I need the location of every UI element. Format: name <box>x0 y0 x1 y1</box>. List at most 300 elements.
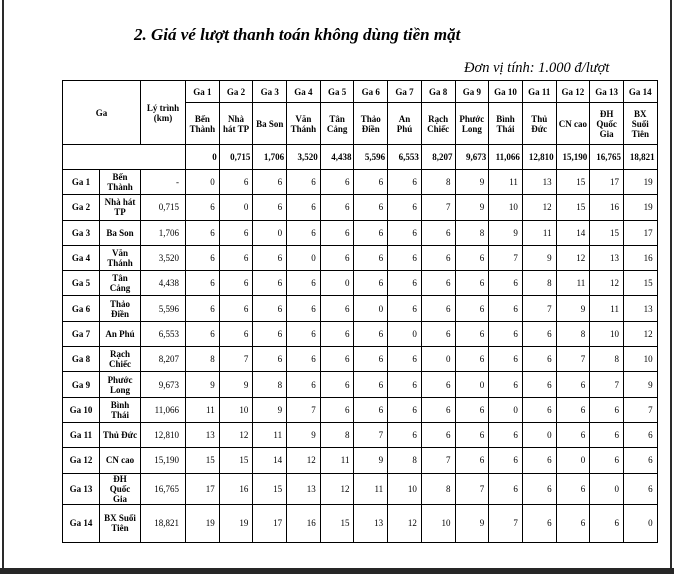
fare-cell: 17 <box>590 170 624 195</box>
fare-cell: 9 <box>455 195 489 220</box>
row-distance: 0,715 <box>141 195 186 220</box>
fare-cell: 0 <box>287 245 321 270</box>
fare-cell: 15 <box>219 448 253 473</box>
fare-cell: 10 <box>421 504 455 542</box>
row-station-name: CN cao <box>100 448 141 473</box>
column-code: Ga 9 <box>455 81 489 103</box>
fare-cell: 6 <box>320 372 354 397</box>
row-distance: 1,706 <box>141 220 186 245</box>
fare-cell: 6 <box>253 245 287 270</box>
column-code: Ga 14 <box>623 81 657 103</box>
fare-cell: 9 <box>556 296 590 321</box>
fare-cell: 0 <box>219 195 253 220</box>
row-code: Ga 11 <box>63 422 100 447</box>
fare-cell: 6 <box>320 245 354 270</box>
fare-cell: 6 <box>186 245 220 270</box>
fare-cell: 6 <box>388 296 422 321</box>
fare-cell: 12 <box>320 473 354 504</box>
fare-cell: 6 <box>590 422 624 447</box>
fare-cell: 0 <box>421 347 455 372</box>
corner-label: Ga <box>63 81 141 145</box>
fare-cell: 6 <box>388 347 422 372</box>
fare-cell: 7 <box>489 504 523 542</box>
column-code: Ga 1 <box>186 81 220 103</box>
column-station-name: An Phú <box>388 103 422 145</box>
fare-cell: 6 <box>556 397 590 422</box>
column-code: Ga 4 <box>287 81 321 103</box>
row-distance: - <box>141 170 186 195</box>
fare-cell: 6 <box>320 321 354 346</box>
fare-cell: 6 <box>421 271 455 296</box>
fare-cell: 6 <box>556 422 590 447</box>
fare-cell: 7 <box>623 397 657 422</box>
fare-cell: 15 <box>253 473 287 504</box>
fare-cell: 8 <box>455 220 489 245</box>
fare-cell: 6 <box>455 321 489 346</box>
fare-cell: 6 <box>354 195 388 220</box>
column-station-name: Thủ Đức <box>522 103 556 145</box>
column-distance: 1,706 <box>253 145 287 170</box>
fare-cell: 6 <box>287 195 321 220</box>
row-code: Ga 6 <box>63 296 100 321</box>
fare-cell: 9 <box>623 372 657 397</box>
fare-cell: 6 <box>421 321 455 346</box>
column-distance: 4,438 <box>320 145 354 170</box>
fare-cell: 10 <box>590 321 624 346</box>
fare-cell: 9 <box>455 504 489 542</box>
fare-cell: 8 <box>556 321 590 346</box>
fare-cell: 6 <box>354 397 388 422</box>
fare-cell: 6 <box>489 372 523 397</box>
fare-cell: 6 <box>421 245 455 270</box>
fare-cell: 7 <box>287 397 321 422</box>
fare-cell: 13 <box>186 422 220 447</box>
fare-cell: 6 <box>320 220 354 245</box>
row-station-name: Phước Long <box>100 372 141 397</box>
fare-cell: 6 <box>590 448 624 473</box>
fare-cell: 6 <box>320 195 354 220</box>
fare-cell: 16 <box>623 245 657 270</box>
row-code: Ga 1 <box>63 170 100 195</box>
fare-cell: 6 <box>455 296 489 321</box>
column-distance: 18,821 <box>623 145 657 170</box>
row-station-name: Nhà hát TP <box>100 195 141 220</box>
left-edge <box>2 0 4 574</box>
column-code: Ga 11 <box>522 81 556 103</box>
fare-cell: 8 <box>253 372 287 397</box>
row-code: Ga 13 <box>63 473 100 504</box>
column-distance: 5,596 <box>354 145 388 170</box>
fare-cell: 13 <box>623 296 657 321</box>
fare-cell: 14 <box>253 448 287 473</box>
row-station-name: ĐH Quốc Gia <box>100 473 141 504</box>
right-edge <box>670 0 672 574</box>
fare-cell: 12 <box>388 504 422 542</box>
fare-cell: 19 <box>623 170 657 195</box>
fare-cell: 6 <box>388 245 422 270</box>
fare-cell: 7 <box>219 347 253 372</box>
fare-cell: 6 <box>354 170 388 195</box>
fare-cell: 6 <box>455 448 489 473</box>
fare-cell: 17 <box>253 504 287 542</box>
table-row <box>63 321 658 346</box>
row-station-name: Ba Son <box>100 220 141 245</box>
fare-cell: 14 <box>556 220 590 245</box>
fare-cell: 15 <box>623 271 657 296</box>
fare-cell: 9 <box>522 245 556 270</box>
fare-cell: 6 <box>219 170 253 195</box>
fare-cell: 6 <box>219 271 253 296</box>
fare-table <box>62 80 658 543</box>
fare-cell: 12 <box>287 448 321 473</box>
column-distance: 3,520 <box>287 145 321 170</box>
column-station-name: Nhà hát TP <box>219 103 253 145</box>
fare-cell: 6 <box>354 321 388 346</box>
fare-cell: 6 <box>522 321 556 346</box>
fare-cell: 6 <box>388 195 422 220</box>
row-station-name: Thủ Đức <box>100 422 141 447</box>
row-station-name: Tân Cảng <box>100 271 141 296</box>
fare-cell: 6 <box>455 245 489 270</box>
fare-cell: 6 <box>388 422 422 447</box>
fare-cell: 6 <box>623 473 657 504</box>
fare-cell: 0 <box>455 372 489 397</box>
column-distance: 6,553 <box>388 145 422 170</box>
row-code: Ga 3 <box>63 220 100 245</box>
fare-cell: 6 <box>388 220 422 245</box>
distance-row <box>63 145 658 170</box>
fare-cell: 0 <box>489 397 523 422</box>
table-row <box>63 220 658 245</box>
fare-cell: 6 <box>455 397 489 422</box>
fare-cell: 11 <box>354 473 388 504</box>
fare-cell: 9 <box>186 372 220 397</box>
fare-cell: 11 <box>186 397 220 422</box>
fare-cell: 11 <box>590 296 624 321</box>
fare-cell: 6 <box>186 195 220 220</box>
table-row <box>63 504 658 542</box>
row-distance: 16,765 <box>141 473 186 504</box>
fare-table-body <box>63 145 658 543</box>
row-code: Ga 5 <box>63 271 100 296</box>
fare-cell: 6 <box>186 296 220 321</box>
fare-cell: 0 <box>320 271 354 296</box>
row-code: Ga 12 <box>63 448 100 473</box>
column-code: Ga 12 <box>556 81 590 103</box>
fare-cell: 6 <box>388 397 422 422</box>
fare-cell: 6 <box>489 321 523 346</box>
fare-cell: 6 <box>287 347 321 372</box>
fare-cell: 15 <box>590 220 624 245</box>
fare-cell: 8 <box>421 473 455 504</box>
fare-cell: 10 <box>219 397 253 422</box>
fare-cell: 11 <box>320 448 354 473</box>
fare-cell: 10 <box>388 473 422 504</box>
fare-cell: 6 <box>522 504 556 542</box>
fare-cell: 15 <box>320 504 354 542</box>
fare-cell: 6 <box>287 220 321 245</box>
fare-cell: 9 <box>253 397 287 422</box>
fare-cell: 19 <box>219 504 253 542</box>
row-station-name: Bình Thái <box>100 397 141 422</box>
row-distance: 12,810 <box>141 422 186 447</box>
column-code: Ga 10 <box>489 81 523 103</box>
bottom-edge <box>0 568 674 574</box>
distance-label: Lý trình (km) <box>141 81 186 145</box>
fare-cell: 11 <box>489 170 523 195</box>
table-row <box>63 195 658 220</box>
fare-cell: 0 <box>354 296 388 321</box>
fare-cell: 6 <box>253 296 287 321</box>
column-station-name: Phước Long <box>455 103 489 145</box>
table-row <box>63 170 658 195</box>
table-row <box>63 448 658 473</box>
column-distance: 0,715 <box>219 145 253 170</box>
row-code: Ga 14 <box>63 504 100 542</box>
column-station-name: Rạch Chiếc <box>421 103 455 145</box>
table-row <box>63 271 658 296</box>
fare-cell: 8 <box>320 422 354 447</box>
column-station-name: CN cao <box>556 103 590 145</box>
fare-cell: 17 <box>623 220 657 245</box>
fare-cell: 6 <box>556 372 590 397</box>
column-station-name: Văn Thánh <box>287 103 321 145</box>
fare-cell: 6 <box>287 271 321 296</box>
fare-cell: 10 <box>489 195 523 220</box>
fare-cell: 6 <box>388 372 422 397</box>
fare-cell: 12 <box>623 321 657 346</box>
fare-cell: 15 <box>556 170 590 195</box>
fare-cell: 7 <box>455 473 489 504</box>
fare-cell: 6 <box>354 347 388 372</box>
row-station-name: BX Suối Tiên <box>100 504 141 542</box>
header-code-row <box>63 81 658 103</box>
fare-cell: 6 <box>455 422 489 447</box>
fare-cell: 9 <box>354 448 388 473</box>
fare-cell: 6 <box>522 372 556 397</box>
row-distance: 15,190 <box>141 448 186 473</box>
fare-cell: 7 <box>354 422 388 447</box>
fare-cell: 0 <box>186 170 220 195</box>
fare-cell: 0 <box>623 504 657 542</box>
fare-cell: 6 <box>186 271 220 296</box>
row-code: Ga 4 <box>63 245 100 270</box>
fare-cell: 12 <box>556 245 590 270</box>
fare-cell: 12 <box>522 195 556 220</box>
fare-cell: 7 <box>522 296 556 321</box>
fare-cell: 19 <box>186 504 220 542</box>
column-distance: 12,810 <box>522 145 556 170</box>
table-row <box>63 245 658 270</box>
fare-cell: 8 <box>388 448 422 473</box>
column-station-name: ĐH Quốc Gia <box>590 103 624 145</box>
fare-cell: 6 <box>253 170 287 195</box>
row-station-name: Thảo Điền <box>100 296 141 321</box>
fare-cell: 9 <box>489 220 523 245</box>
fare-cell: 12 <box>219 422 253 447</box>
table-row <box>63 422 658 447</box>
fare-cell: 6 <box>421 422 455 447</box>
row-code: Ga 9 <box>63 372 100 397</box>
column-code: Ga 3 <box>253 81 287 103</box>
row-code: Ga 2 <box>63 195 100 220</box>
fare-cell: 6 <box>388 170 422 195</box>
fare-cell: 6 <box>354 372 388 397</box>
fare-cell: 6 <box>287 296 321 321</box>
fare-cell: 6 <box>623 448 657 473</box>
fare-cell: 6 <box>287 321 321 346</box>
fare-cell: 8 <box>590 347 624 372</box>
row-distance: 11,066 <box>141 397 186 422</box>
row-code: Ga 10 <box>63 397 100 422</box>
fare-cell: 11 <box>522 220 556 245</box>
fare-cell: 6 <box>320 296 354 321</box>
column-distance: 16,765 <box>590 145 624 170</box>
fare-cell: 0 <box>388 321 422 346</box>
fare-cell: 6 <box>489 422 523 447</box>
row-code: Ga 7 <box>63 321 100 346</box>
fare-cell: 10 <box>623 347 657 372</box>
fare-cell: 17 <box>186 473 220 504</box>
table-row <box>63 372 658 397</box>
fare-cell: 6 <box>522 397 556 422</box>
fare-cell: 6 <box>320 170 354 195</box>
fare-cell: 13 <box>522 170 556 195</box>
fare-cell: 6 <box>421 397 455 422</box>
column-distance: 8,207 <box>421 145 455 170</box>
fare-cell: 7 <box>489 245 523 270</box>
fare-table-header <box>63 81 658 145</box>
fare-cell: 6 <box>489 347 523 372</box>
fare-cell: 8 <box>421 170 455 195</box>
column-code: Ga 2 <box>219 81 253 103</box>
fare-cell: 7 <box>556 347 590 372</box>
fare-cell: 6 <box>320 347 354 372</box>
fare-cell: 7 <box>421 448 455 473</box>
row-station-name: Bến Thành <box>100 170 141 195</box>
fare-cell: 6 <box>186 220 220 245</box>
row-station-name: Rạch Chiếc <box>100 347 141 372</box>
fare-cell: 6 <box>421 220 455 245</box>
fare-cell: 6 <box>522 347 556 372</box>
fare-cell: 6 <box>320 397 354 422</box>
column-code: Ga 7 <box>388 81 422 103</box>
fare-cell: 6 <box>489 296 523 321</box>
column-distance: 15,190 <box>556 145 590 170</box>
column-station-name: Thảo Điền <box>354 103 388 145</box>
row-station-name: Văn Thánh <box>100 245 141 270</box>
column-station-name: Bình Thái <box>489 103 523 145</box>
fare-cell: 6 <box>590 397 624 422</box>
fare-cell: 6 <box>219 321 253 346</box>
fare-cell: 13 <box>354 504 388 542</box>
fare-cell: 6 <box>455 347 489 372</box>
row-code: Ga 8 <box>63 347 100 372</box>
fare-cell: 6 <box>354 271 388 296</box>
fare-cell: 16 <box>287 504 321 542</box>
fare-cell: 6 <box>287 170 321 195</box>
fare-cell: 13 <box>590 245 624 270</box>
fare-cell: 6 <box>556 504 590 542</box>
fare-cell: 9 <box>287 422 321 447</box>
fare-cell: 6 <box>623 422 657 447</box>
fare-cell: 6 <box>354 245 388 270</box>
fare-cell: 6 <box>354 220 388 245</box>
fare-cell: 6 <box>219 296 253 321</box>
fare-cell: 9 <box>219 372 253 397</box>
fare-cell: 12 <box>590 271 624 296</box>
column-station-name: Bến Thành <box>186 103 220 145</box>
column-code: Ga 5 <box>320 81 354 103</box>
fare-cell: 8 <box>522 271 556 296</box>
section-title: 2. Giá vé lượt thanh toán không dùng tiền mặt <box>134 25 461 44</box>
fare-cell: 6 <box>253 195 287 220</box>
fare-cell: 8 <box>186 347 220 372</box>
row-distance: 3,520 <box>141 245 186 270</box>
fare-cell: 6 <box>590 504 624 542</box>
row-distance: 4,438 <box>141 271 186 296</box>
fare-cell: 11 <box>253 422 287 447</box>
fare-cell: 13 <box>287 473 321 504</box>
fare-cell: 6 <box>219 220 253 245</box>
fare-cell: 6 <box>219 245 253 270</box>
fare-cell: 6 <box>253 271 287 296</box>
column-code: Ga 6 <box>354 81 388 103</box>
column-distance: 0 <box>186 145 220 170</box>
fare-cell: 16 <box>590 195 624 220</box>
fare-cell: 6 <box>489 448 523 473</box>
fare-cell: 6 <box>556 473 590 504</box>
fare-cell: 6 <box>253 347 287 372</box>
fare-cell: 6 <box>421 372 455 397</box>
fare-cell: 11 <box>556 271 590 296</box>
row-distance: 8,207 <box>141 347 186 372</box>
fare-cell: 9 <box>455 170 489 195</box>
fare-cell: 16 <box>219 473 253 504</box>
distance-row-blank <box>63 145 186 170</box>
row-distance: 9,673 <box>141 372 186 397</box>
fare-cell: 0 <box>556 448 590 473</box>
column-station-name: BX Suối Tiên <box>623 103 657 145</box>
fare-cell: 0 <box>522 422 556 447</box>
fare-cell: 6 <box>522 473 556 504</box>
table-row <box>63 473 658 504</box>
fare-cell: 6 <box>253 321 287 346</box>
row-distance: 6,553 <box>141 321 186 346</box>
row-distance: 18,821 <box>141 504 186 542</box>
fare-cell: 6 <box>455 271 489 296</box>
table-row <box>63 347 658 372</box>
column-code: Ga 8 <box>421 81 455 103</box>
unit-note: Đơn vị tính: 1.000 đ/lượt <box>464 60 610 76</box>
fare-cell: 0 <box>253 220 287 245</box>
fare-cell: 6 <box>421 296 455 321</box>
fare-cell: 19 <box>623 195 657 220</box>
row-station-name: An Phú <box>100 321 141 346</box>
fare-cell: 6 <box>489 473 523 504</box>
fare-cell: 6 <box>186 321 220 346</box>
table-row <box>63 296 658 321</box>
fare-cell: 6 <box>489 271 523 296</box>
row-distance: 5,596 <box>141 296 186 321</box>
fare-cell: 0 <box>590 473 624 504</box>
fare-cell: 15 <box>186 448 220 473</box>
fare-cell: 7 <box>421 195 455 220</box>
fare-cell: 7 <box>590 372 624 397</box>
column-station-name: Tân Cảng <box>320 103 354 145</box>
fare-cell: 6 <box>287 372 321 397</box>
column-distance: 11,066 <box>489 145 523 170</box>
